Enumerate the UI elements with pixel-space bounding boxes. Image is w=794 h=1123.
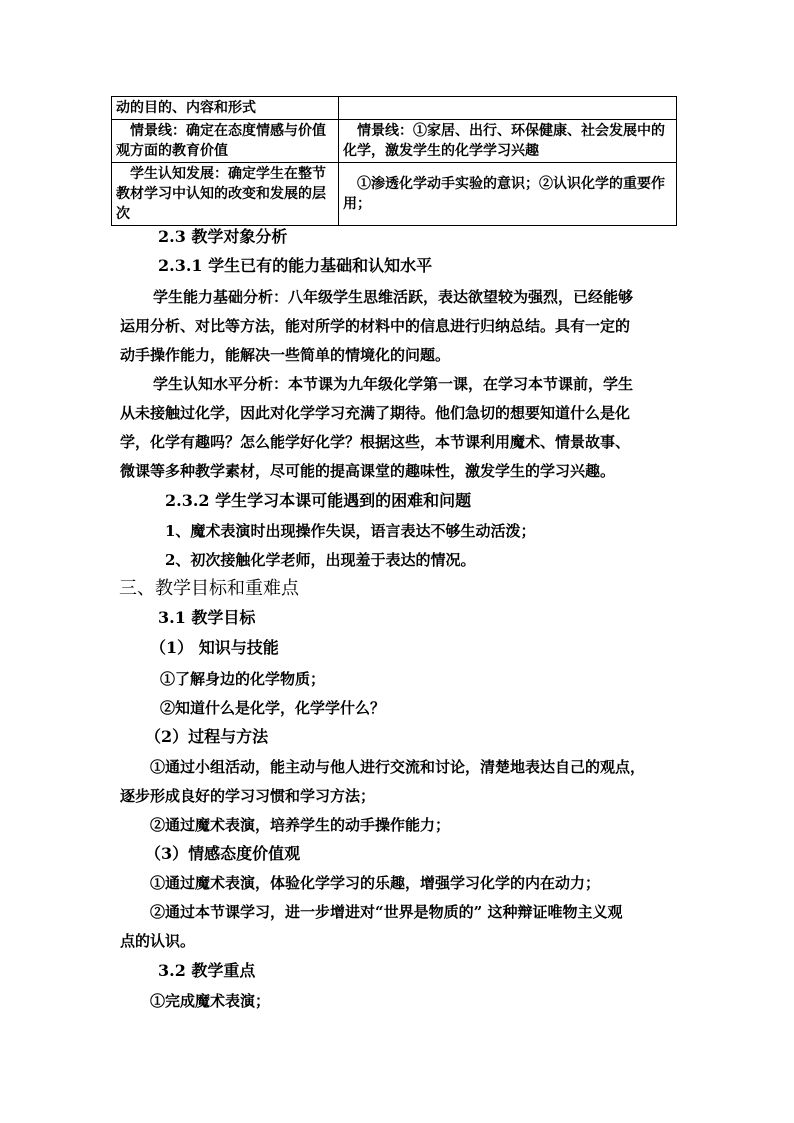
section-heading-3-2: 3.2 教学重点 bbox=[158, 961, 256, 980]
list-item: 2、初次接触化学老师，出现羞于表达的情况。 bbox=[165, 551, 476, 569]
paragraph-line: ②通过魔术表演，培养学生的动手操作能力； bbox=[150, 816, 451, 834]
paragraph-line: ①通过魔术表演，体验化学学习的乐趣，增强学习化学的内在动力； bbox=[150, 874, 601, 892]
paragraph-line: 运用分析、对比等方法，能对所学的材料中的信息进行归纳总结。具有一定的 bbox=[120, 317, 631, 335]
list-item: 1、魔术表演时出现操作失误，语言表达不够生动活泼； bbox=[165, 522, 536, 540]
paragraph-line: 微课等多种教学素材，尽可能的提高课堂的趣味性，激发学生的学习兴趣。 bbox=[120, 462, 616, 480]
table-cell: 学生认知发展：确定学生在整节教材学习中认知的改变和发展的层次 bbox=[112, 163, 339, 226]
section-heading-2-3: 2.3 教学对象分析 bbox=[158, 227, 288, 246]
table-cell: ①渗透化学动手实验的意识；②认识化学的重要作用； bbox=[339, 163, 677, 226]
table-cell: 情景线：确定在态度情感与价值观方面的教育价值 bbox=[112, 120, 339, 163]
paragraph-line: 逐步形成良好的学习习惯和学习方法； bbox=[120, 787, 376, 805]
paragraph-line: 学生能力基础分析：八年级学生思维活跃，表达欲望较为强烈，已经能够 bbox=[153, 288, 634, 306]
table-cell bbox=[339, 97, 677, 120]
paragraph-line: 学，化学有趣吗？怎么能学好化学？根据这些，本节课利用魔术、情景故事、 bbox=[120, 433, 631, 451]
table-cell: 动的目的、内容和形式 bbox=[112, 97, 339, 120]
subheading-process: （2）过程与方法 bbox=[145, 727, 269, 746]
table-row bbox=[112, 120, 677, 163]
list-item: ①完成魔术表演； bbox=[150, 992, 271, 1010]
objectives-table bbox=[111, 96, 677, 226]
section-heading-2-3-2: 2.3.2 学生学习本课可能遇到的困难和问题 bbox=[165, 491, 472, 510]
list-item: ②知道什么是化学，化学学什么？ bbox=[160, 699, 386, 717]
paragraph-line: 从未接触过化学，因此对化学学习充满了期待。他们急切的想要知道什么是化 bbox=[120, 404, 631, 422]
table-row bbox=[112, 97, 677, 120]
table-cell: 情景线：①家居、出行、环保健康、社会发展中的化学，激发学生的化学学习兴趣 bbox=[339, 120, 677, 163]
paragraph-line: 点的认识。 bbox=[120, 932, 196, 950]
paragraph-line: ①通过小组活动，能主动与他人进行交流和讨论，清楚地表达自己的观点， bbox=[150, 758, 646, 776]
section-heading-2-3-1: 2.3.1 学生已有的能力基础和认知水平 bbox=[158, 256, 433, 275]
list-item: ①了解身边的化学物质； bbox=[160, 670, 326, 688]
paragraph-line: 动手操作能力，能解决一些简单的情境化的问题。 bbox=[120, 346, 451, 364]
paragraph-line: 学生认知水平分析：本节课为九年级化学第一课，在学习本节课前，学生 bbox=[153, 375, 634, 393]
paragraph-line: ②通过本节课学习，进一步增进对“世界是物质的” 这种辩证唯物主义观 bbox=[150, 903, 623, 921]
section-heading-3-1: 3.1 教学目标 bbox=[158, 608, 256, 627]
chapter-heading: 三、教学目标和重难点 bbox=[119, 578, 299, 599]
subheading-emotion: （3）情感态度价值观 bbox=[145, 844, 301, 863]
subheading-knowledge: （1） 知识与技能 bbox=[150, 638, 279, 657]
table-row bbox=[112, 163, 677, 226]
